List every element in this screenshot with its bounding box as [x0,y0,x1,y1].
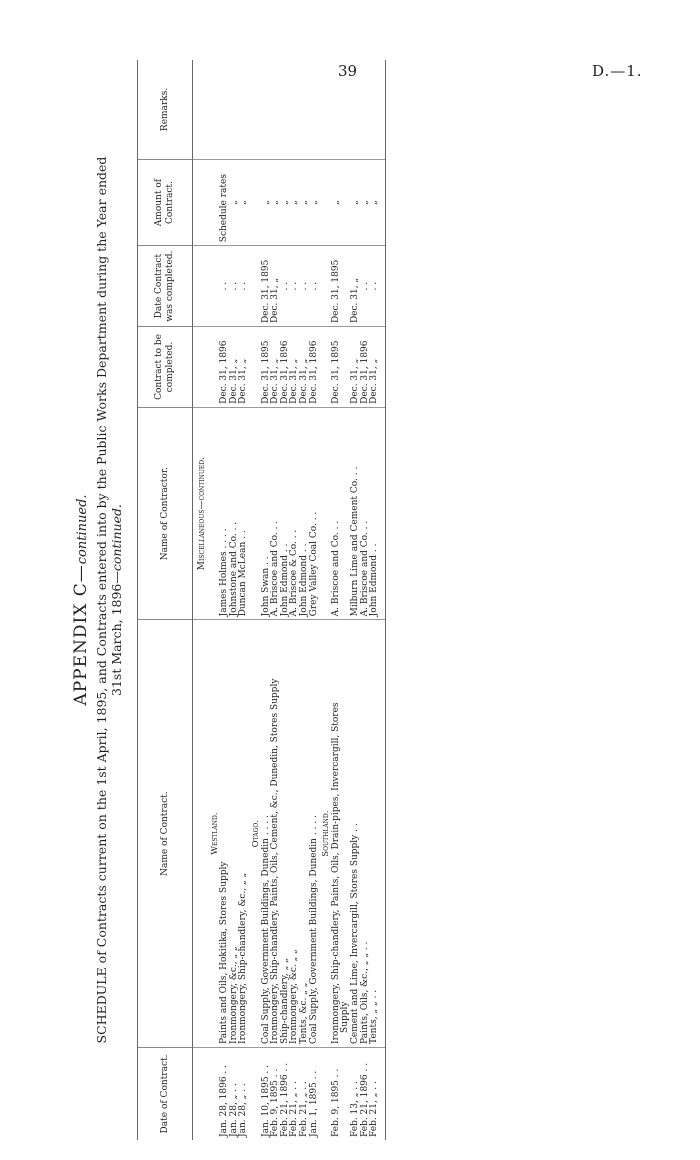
table-cell [319,246,332,327]
table-cell: . . [300,246,310,327]
table-cell: „ [281,159,291,245]
table-cell: „ [370,159,385,245]
table-cell [310,60,320,159]
table-row [370,60,385,1140]
table-cell: Ship-chandlery, „ „ [281,620,291,1048]
table-cell [220,60,230,159]
table-cell [300,60,310,159]
table-cell: Ironmongery, &c. „ „ [290,620,300,1048]
table-cell: Dec. 31, „ [290,327,300,408]
table-cell [319,159,332,245]
table-cell: Tents, „ „ . . [370,620,385,1048]
table-cell: Feb. 21, 1896 . . [359,1062,370,1137]
table-cell [193,159,208,245]
table-cell: Paints, Oils, &c., „ „ . . [361,620,371,1048]
table-cell: Dec. 31, „ [271,246,281,327]
table-cell: Ironmongery, Ship-chandlery, &c., „ „ [239,620,249,1048]
table-cell: A. Briscoe and Co. . . [361,407,371,619]
table-cell [249,246,262,327]
appendix-heading: APPENDIX C—continued. [71,494,91,706]
table-cell: Dec. 31, 1896 [281,327,291,408]
table-cell: Feb. 9, 1895 . . [330,1068,341,1137]
table-cell: Feb. 21, „ . . [370,1047,385,1140]
table-cell: Feb. 9, 1895 . . [270,1068,281,1137]
table-cell: Dec. 31, „ [300,327,310,408]
table-cell [290,60,300,159]
table-cell [370,60,385,159]
table-cell: A. Briscoe and Co. . . [332,407,342,619]
table-cell: Dec. 31, 1896 [220,327,230,408]
table-cell: John Swan . . [262,407,272,619]
table-cell: „ [262,159,272,245]
table-cell: „ [239,159,249,245]
page-number: 39 [338,62,358,80]
table-cell: Ironmongery, &c., „ „ [230,620,240,1048]
table-cell: Ironmongery, Ship-chandlery, Paints, Oils, Cement, &c., Dunedin, Stores Supply [271,620,281,1048]
table-cell [281,60,291,159]
table-cell: Dec. 31, „ [239,327,249,408]
table-cell: Jan. 1, 1895 . . [308,1070,319,1137]
table-cell: A. Briscoe and Co. . . [271,407,281,619]
table-cell: Jan. 28, „ . . [238,1083,249,1137]
table-cell: „ [300,159,310,245]
table-cell: Jan. 10, 1895 . . [260,1064,271,1137]
table-cell: „ [290,159,300,245]
rotated-page-content [70,60,430,1140]
table-cell [249,60,262,159]
document-reference: D.—1. [592,62,643,80]
table-cell: Feb. 21, 1896 . . [279,1062,290,1137]
table-cell: Dec. 31, 1896 [310,327,320,408]
section-title: Miscellaneous—continued. [193,407,208,619]
header-date: Date of Contract. [138,1047,193,1140]
table-cell: Jan. 28, 1896 . . [219,1064,230,1137]
contracts-table [137,60,386,1140]
table-cell: . . [239,246,249,327]
table-cell [249,1047,262,1140]
table-cell: Dec. 31, „ [351,327,361,408]
table-cell [193,620,208,1048]
table-cell [249,327,262,408]
table-row [239,60,249,1140]
table-cell [230,60,240,159]
table-cell [249,407,262,619]
table-cell: Supply [341,620,351,1048]
table-cell: „ [332,159,342,245]
table-cell: . . [370,246,385,327]
table-cell [193,60,208,159]
table-cell: Feb. 13, „ . . [349,1081,360,1137]
header-remarks: Remarks. [138,60,193,159]
header-due: Contract to be completed. [138,327,193,408]
table-cell: Grey Valley Coal Co. . . [310,407,320,619]
table-cell: Cement and Lime, Invercargill, Stores Supply . . [351,620,361,1048]
table-cell: Feb. 21, „ . . [289,1081,300,1137]
table-cell: Dec. 31, „ [230,327,240,408]
table-cell [249,159,262,245]
table-cell: „ [361,159,371,245]
table-cell: Tents, &c. „ „ [300,620,310,1048]
table-cell: „ [271,159,281,245]
table-cell: . . [281,246,291,327]
table-cell: John Edmond . . [370,407,385,619]
table-row [332,60,342,1140]
header-contractor: Name of Contractor. [138,407,193,619]
table-cell: Ironmongery, Ship-chandlery, Paints, Oils, Drain-pipes, Invercargill, Stores [332,620,342,1048]
region-title: Southland. [319,620,332,1048]
table-cell [361,60,371,159]
table-cell: „ [310,159,320,245]
table-cell [271,60,281,159]
table-cell [332,60,342,159]
region-title: Westland. [208,620,221,1048]
table-cell: Dec. 31, 1895 [332,246,342,327]
table-header-row [138,60,193,1140]
table-cell: . . [310,246,320,327]
region-title: Otago. [249,620,262,1048]
table-cell: Johnstone and Co. . . [230,407,240,619]
table-cell: Dec. 31, 1895 [332,327,342,408]
table-cell: Schedule rates [220,159,230,245]
table-cell: Dec. 31, „ [351,246,361,327]
schedule-title-cont: 31st March, 1896—continued. [109,504,124,696]
region-row [319,60,332,1140]
table-cell: Dec. 31, „ [370,327,385,408]
table-cell [262,60,272,159]
table-cell: Jan. 28, „ . . [228,1083,239,1137]
table-cell: „ [351,159,361,245]
schedule-title: SCHEDULE of Contracts current on the 1st April, 1895, and Contracts entered into by the Public Works Department during the Year ended [94,156,109,1044]
table-cell: John Edmond . . [300,407,310,619]
header-completed: Date Contract was completed. [138,246,193,327]
table-cell: Feb. 21, „ . . [298,1081,309,1137]
table-cell [319,60,332,159]
table-cell: Dec. 31, 1895 [262,246,272,327]
table-cell [193,1047,208,1140]
table-cell [208,60,221,159]
table-cell: . . [220,246,230,327]
table-cell: Coal Supply, Government Buildings, Dunedin . . . . [262,620,272,1048]
table-cell: Dec. 31, 1896 [361,327,371,408]
table-cell: Coal Supply, Government Buildings, Dunedin . . . . [310,620,320,1048]
table-cell [319,327,332,408]
table-cell [319,407,332,619]
table-cell: Milburn Lime and Cement Co. . . [351,407,361,619]
table-cell: „ [230,159,240,245]
table-cell [193,246,208,327]
header-amount: Amount of Contract. [138,159,193,245]
table-cell [351,60,361,159]
table-cell: . . [230,246,240,327]
table-cell: . . [290,246,300,327]
table-cell: Dec. 31, 1895 [262,327,272,408]
table-cell: James Holmes . . . . [220,407,230,619]
table-cell: A. Briscoe & Co. . . [290,407,300,619]
table-cell: Paints and Oils, Hokitika, Stores Supply [220,620,230,1048]
table-cell: Duncan McLean . . [239,407,249,619]
table-row [310,60,320,1140]
table-cell [193,327,208,408]
table-cell: Dec. 31, „ [271,327,281,408]
table-cell [319,1047,332,1140]
title-block [70,60,124,1140]
region-row [249,60,262,1140]
header-contract: Name of Contract. [138,620,193,1048]
table-cell [341,60,351,159]
table-cell [239,60,249,159]
table-cell: . . [361,246,371,327]
section-row [193,60,208,1140]
table-cell: John Edmond . . [281,407,291,619]
